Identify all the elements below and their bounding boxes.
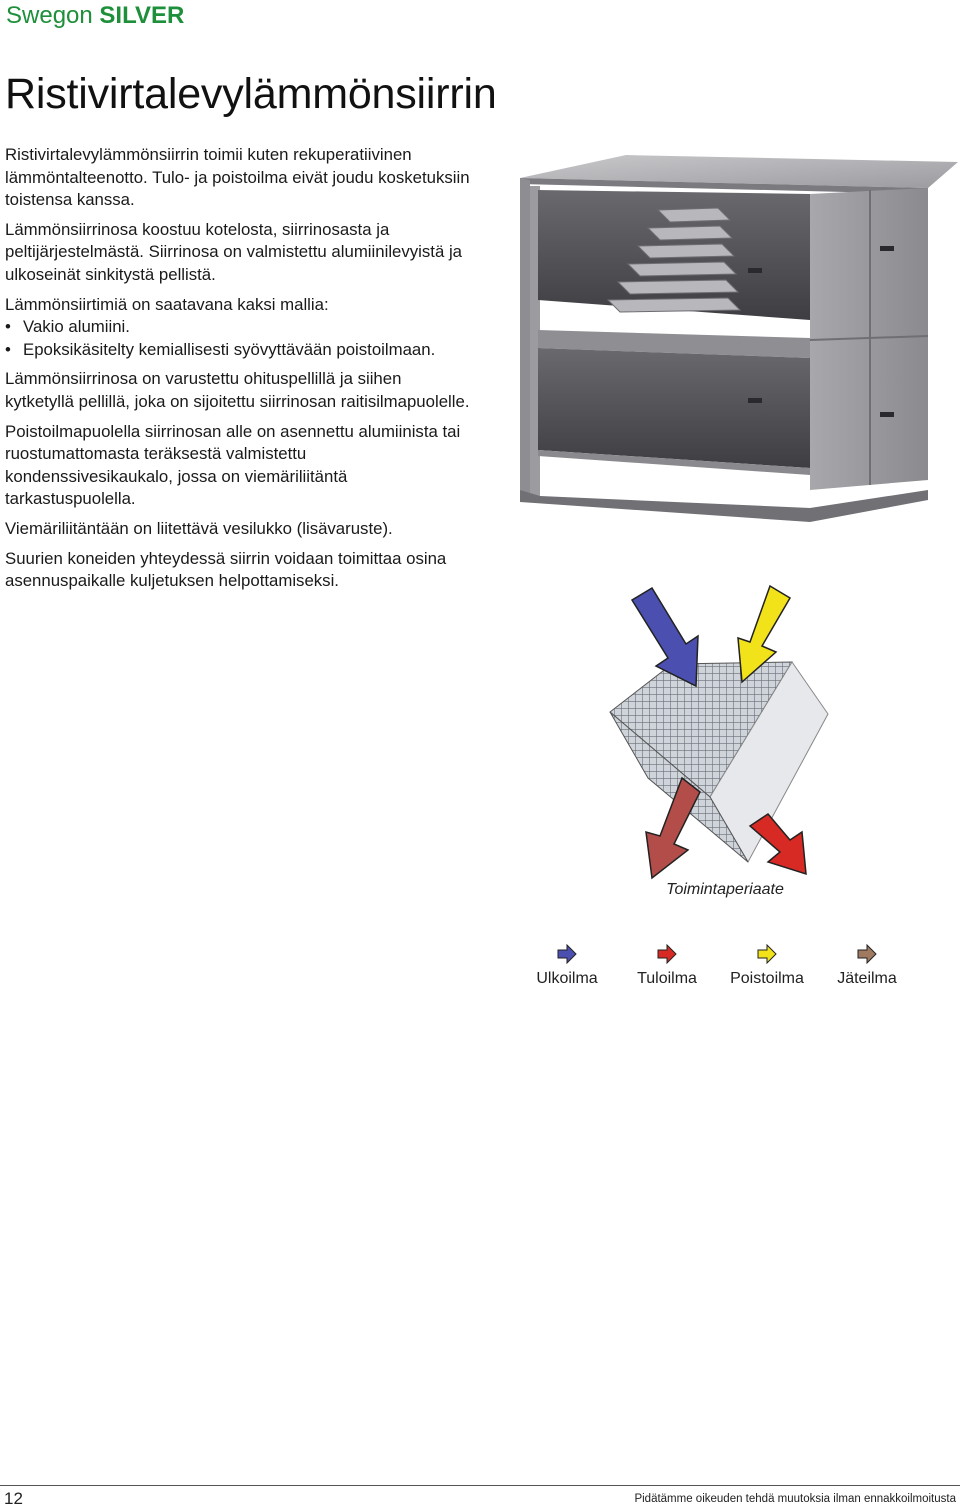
heat-exchanger-unit-image (508, 150, 960, 525)
arrow-icon (757, 944, 777, 964)
arrow-icon (657, 944, 677, 964)
exchanger-principle-diagram (600, 582, 840, 882)
legend-label: Ulkoilma (536, 970, 598, 987)
legend-item-jateilma (817, 944, 917, 988)
brand-prefix: Swegon (6, 2, 93, 29)
legend-item-tuloilma (617, 944, 717, 988)
paragraph-3: Lämmönsiirtimiä on saatavana kaksi mallia: (5, 294, 329, 314)
legend-label: Tuloilma (637, 970, 697, 987)
paragraph-2: Lämmönsiirrinosa koostuu kotelosta, siirrinosasta ja peltijärjestelmästä. Siirrinosa on valmistettu alumiinilevyistä ja ulkoseinät sinkitystä pellistä. (5, 219, 463, 284)
paragraph-5: Poistoilmapuolella siirrinosan alle on asennettu alumiinista tai ruostumattomasta teräksestä valmistettu kondenssivesikaukalo, jossa on viemäriliitäntä tarkastuspuolella. (5, 421, 461, 509)
list-item: • Epoksikäsitelty kemiallisesti syövyttävään poistoilmaan. (5, 339, 475, 362)
legend-label: Poistoilma (730, 970, 804, 987)
page-title: Ristivirtalevylämmönsiirrin (5, 70, 497, 118)
legend-item-ulkoilma (517, 944, 617, 988)
body-text (5, 144, 475, 600)
model-list (5, 316, 475, 361)
arrow-icon (857, 944, 877, 964)
brand-logo (6, 2, 184, 30)
paragraph-6: Viemäriliitäntään on liitettävä vesilukko (lisävaruste). (5, 518, 393, 538)
footer-disclaimer: Pidätämme oikeuden tehdä muutoksia ilman ennakkoilmoitusta (634, 1493, 956, 1505)
paragraph-4: Lämmönsiirrinosa on varustettu ohituspellillä ja siihen kytketyllä pellillä, joka on sijoitettu siirrinosan raitisilmapuolelle. (5, 369, 470, 411)
footer-divider (0, 1485, 960, 1486)
paragraph-1: Ristivirtalevylämmönsiirrin toimii kuten rekuperatiivinen lämmöntalteenotto. Tulo- ja poistoilma eivät joudu kosketuksiin toistensa kanssa. (5, 145, 470, 210)
page-number: 12 (4, 1489, 23, 1508)
legend-label: Jäteilma (837, 970, 897, 987)
arrow-icon (557, 944, 577, 964)
paragraph-7: Suurien koneiden yhteydessä siirrin voidaan toimittaa osina asennuspaikalle kuljetuksen helpottamiseksi. (5, 548, 447, 591)
list-item: • Vakio alumiini. (5, 316, 475, 339)
figure-caption: Toimintaperiaate (666, 881, 784, 898)
brand-product: SILVER (99, 2, 185, 29)
legend-item-poistoilma (717, 944, 817, 988)
